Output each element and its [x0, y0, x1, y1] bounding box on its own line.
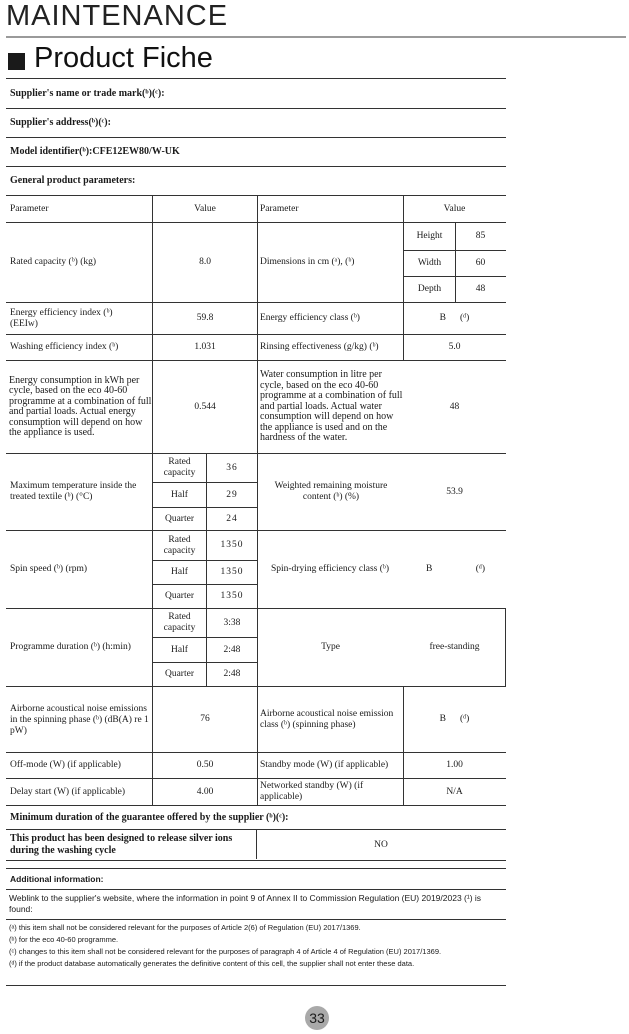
footnote-d: (ᵈ) if the product database automatically generates the definitive content of this cell, the supplier shall not enter these data. — [9, 959, 415, 968]
rated-capacity-value: 8.0 — [199, 257, 211, 267]
supplier-name: Supplier's name or trade mark(ᵇ)(ᶜ): — [10, 88, 165, 99]
type-label: Type — [321, 642, 340, 652]
water-consumption-value: 48 — [449, 401, 460, 412]
eei-value: 59.8 — [196, 313, 214, 323]
max-temp-label: Maximum temperature inside the treated textile (ᵇ) (°C) — [10, 481, 137, 502]
standby-value: 1.00 — [446, 760, 463, 770]
additional-title: Additional information: — [10, 874, 104, 884]
rule — [6, 137, 506, 138]
spin-class-value: B (ᵈ) — [426, 564, 485, 574]
spin-half-label: Half — [171, 567, 188, 577]
col-header-parameter-2: Parameter — [260, 203, 299, 214]
footnote-a: (ᵃ) this item shall not be considered relevant for the purposes of Article 2(6) of Regulation (EU) 2017/1369. — [9, 923, 361, 932]
standby-label: Standby mode (W) (if applicable) — [260, 760, 389, 770]
spin-quarter-value: 1350 — [220, 591, 244, 601]
footnote-b: (ᵇ) for the eco 40-60 programme. — [9, 935, 119, 944]
duration-quarter-label: Quarter — [164, 669, 194, 679]
noise-label: Airborne acoustical noise emissions in the spinning phase (ᵇ) (dB(A) re 1 pW) — [10, 703, 149, 736]
supplier-address: Supplier's address(ᵇ)(ᶜ): — [10, 117, 111, 128]
duration-label: Programme duration (ᵇ) (h:min) — [10, 642, 131, 652]
rinsing-value: 5.0 — [448, 342, 461, 352]
rule — [6, 108, 506, 109]
square-bullet-icon — [8, 53, 25, 70]
energy-class-value: B (ᵈ) — [439, 313, 470, 323]
rule — [6, 166, 506, 167]
max-temp-quarter-label: Quarter — [164, 513, 194, 524]
spin-quarter-label: Quarter — [164, 591, 194, 601]
page-number: 33 — [305, 1006, 329, 1030]
water-consumption-label: Water consumption in litre per cycle, based on the eco 40-60 programme at a combination of full and partial loads. Actual water consumption will depend on how the appliance is used and on the hardness of the water. — [260, 369, 403, 444]
height-value: 85 — [475, 231, 486, 241]
guarantee-label: Minimum duration of the guarantee offered by the supplier (ᵇ)(ᶜ): — [10, 812, 289, 823]
noise-class-value: B (ᵈ) — [439, 714, 470, 724]
energy-consumption-label: Energy consumption in kWh per cycle, based on the eco 40-60 programme at a combination of full and partial loads. Actual energy consumption will depend on how the appliance is used. — [9, 374, 152, 438]
rule — [6, 78, 506, 79]
networked-standby-value: N/A — [446, 786, 463, 797]
rule — [6, 860, 506, 861]
off-mode-value: 0.50 — [196, 760, 214, 770]
washing-eff-label: Washing efficiency index (ᵇ) — [10, 342, 119, 352]
header-rule — [6, 36, 626, 38]
col-header-value: Value — [194, 203, 216, 214]
spin-rated-value: 1350 — [220, 540, 244, 550]
general-params-heading: General product parameters: — [10, 175, 136, 186]
noise-class-label: Airborne acoustical noise emission class (ᵇ) (spinning phase) — [260, 708, 394, 730]
spin-class-label: Spin-drying efficiency class (ᵇ) — [270, 564, 390, 574]
spin-half-value: 1350 — [220, 567, 244, 577]
footnote-c: (ᶜ) changes to this item shall not be considered relevant for the purposes of paragraph 4 of Article 4 of Regulation (EU) 2017/1369. — [9, 947, 442, 956]
duration-half-value: 2:48 — [223, 644, 241, 655]
noise-value: 76 — [200, 714, 210, 724]
width-value: 60 — [475, 258, 486, 268]
eei-label: Energy efficiency index (ᵇ) (EEIw) — [10, 307, 113, 329]
rule — [6, 919, 506, 920]
spin-rated-label: Rated capacity — [163, 534, 196, 556]
delay-start-value: 4.00 — [196, 786, 214, 797]
depth-label: Depth — [417, 284, 442, 294]
depth-value: 48 — [475, 284, 486, 294]
silver-ions-label: This product has been designed to release silver ions during the washing cycle — [10, 833, 233, 856]
networked-standby-label: Networked standby (W) (if applicable) — [260, 780, 364, 802]
weblink-text: Weblink to the supplier's website, where the information in point 9 of Annex II to Commission Regulation (EU) 2019/2023 (¹) is found: — [9, 893, 482, 914]
rule — [6, 889, 506, 890]
col-header-value-2: Value — [443, 203, 466, 214]
rule — [6, 868, 506, 869]
duration-rated-label: Rated capacity — [163, 612, 196, 633]
duration-rated-value: 3:38 — [223, 617, 241, 628]
dimensions-label: Dimensions in cm (ᵃ), (ᵇ) — [260, 257, 355, 267]
moisture-value: 53.9 — [446, 486, 463, 497]
max-temp-half-label: Half — [171, 489, 188, 500]
rated-capacity-label: Rated capacity (ᵇ) (kg) — [10, 257, 97, 267]
off-mode-label: Off-mode (W) (if applicable) — [10, 760, 121, 770]
washing-eff-value: 1.031 — [194, 342, 216, 352]
moisture-label: Weighted remaining moisture content (ᵇ) (%) — [274, 481, 388, 502]
max-temp-quarter-value: 24 — [226, 513, 238, 524]
type-value: free-standing — [429, 642, 480, 652]
duration-half-label: Half — [171, 644, 188, 655]
spin-speed-label: Spin speed (ᵇ) (rpm) — [10, 564, 88, 574]
rule — [6, 985, 506, 986]
col-header-parameter: Parameter — [10, 203, 49, 214]
max-temp-rated-value: 36 — [226, 462, 238, 473]
energy-class-label: Energy efficiency class (ᵇ) — [260, 313, 360, 323]
duration-quarter-value: 2:48 — [223, 669, 241, 679]
section-title: MAINTENANCE — [6, 0, 229, 32]
silver-ions-value: NO — [374, 839, 388, 850]
width-label: Width — [417, 258, 442, 268]
height-label: Height — [416, 231, 443, 241]
rinsing-label: Rinsing effectiveness (g/kg) (ᵇ) — [260, 342, 379, 352]
footnotes — [9, 922, 499, 970]
delay-start-label: Delay start (W) (if applicable) — [10, 786, 125, 797]
energy-consumption-value: 0.544 — [194, 401, 216, 412]
model-identifier: Model identifier(ᵇ):CFE12EW80/W-UK — [10, 146, 180, 157]
max-temp-rated-label: Rated capacity — [163, 457, 196, 478]
max-temp-half-value: 29 — [226, 489, 238, 500]
page-title: Product Fiche — [34, 42, 213, 74]
